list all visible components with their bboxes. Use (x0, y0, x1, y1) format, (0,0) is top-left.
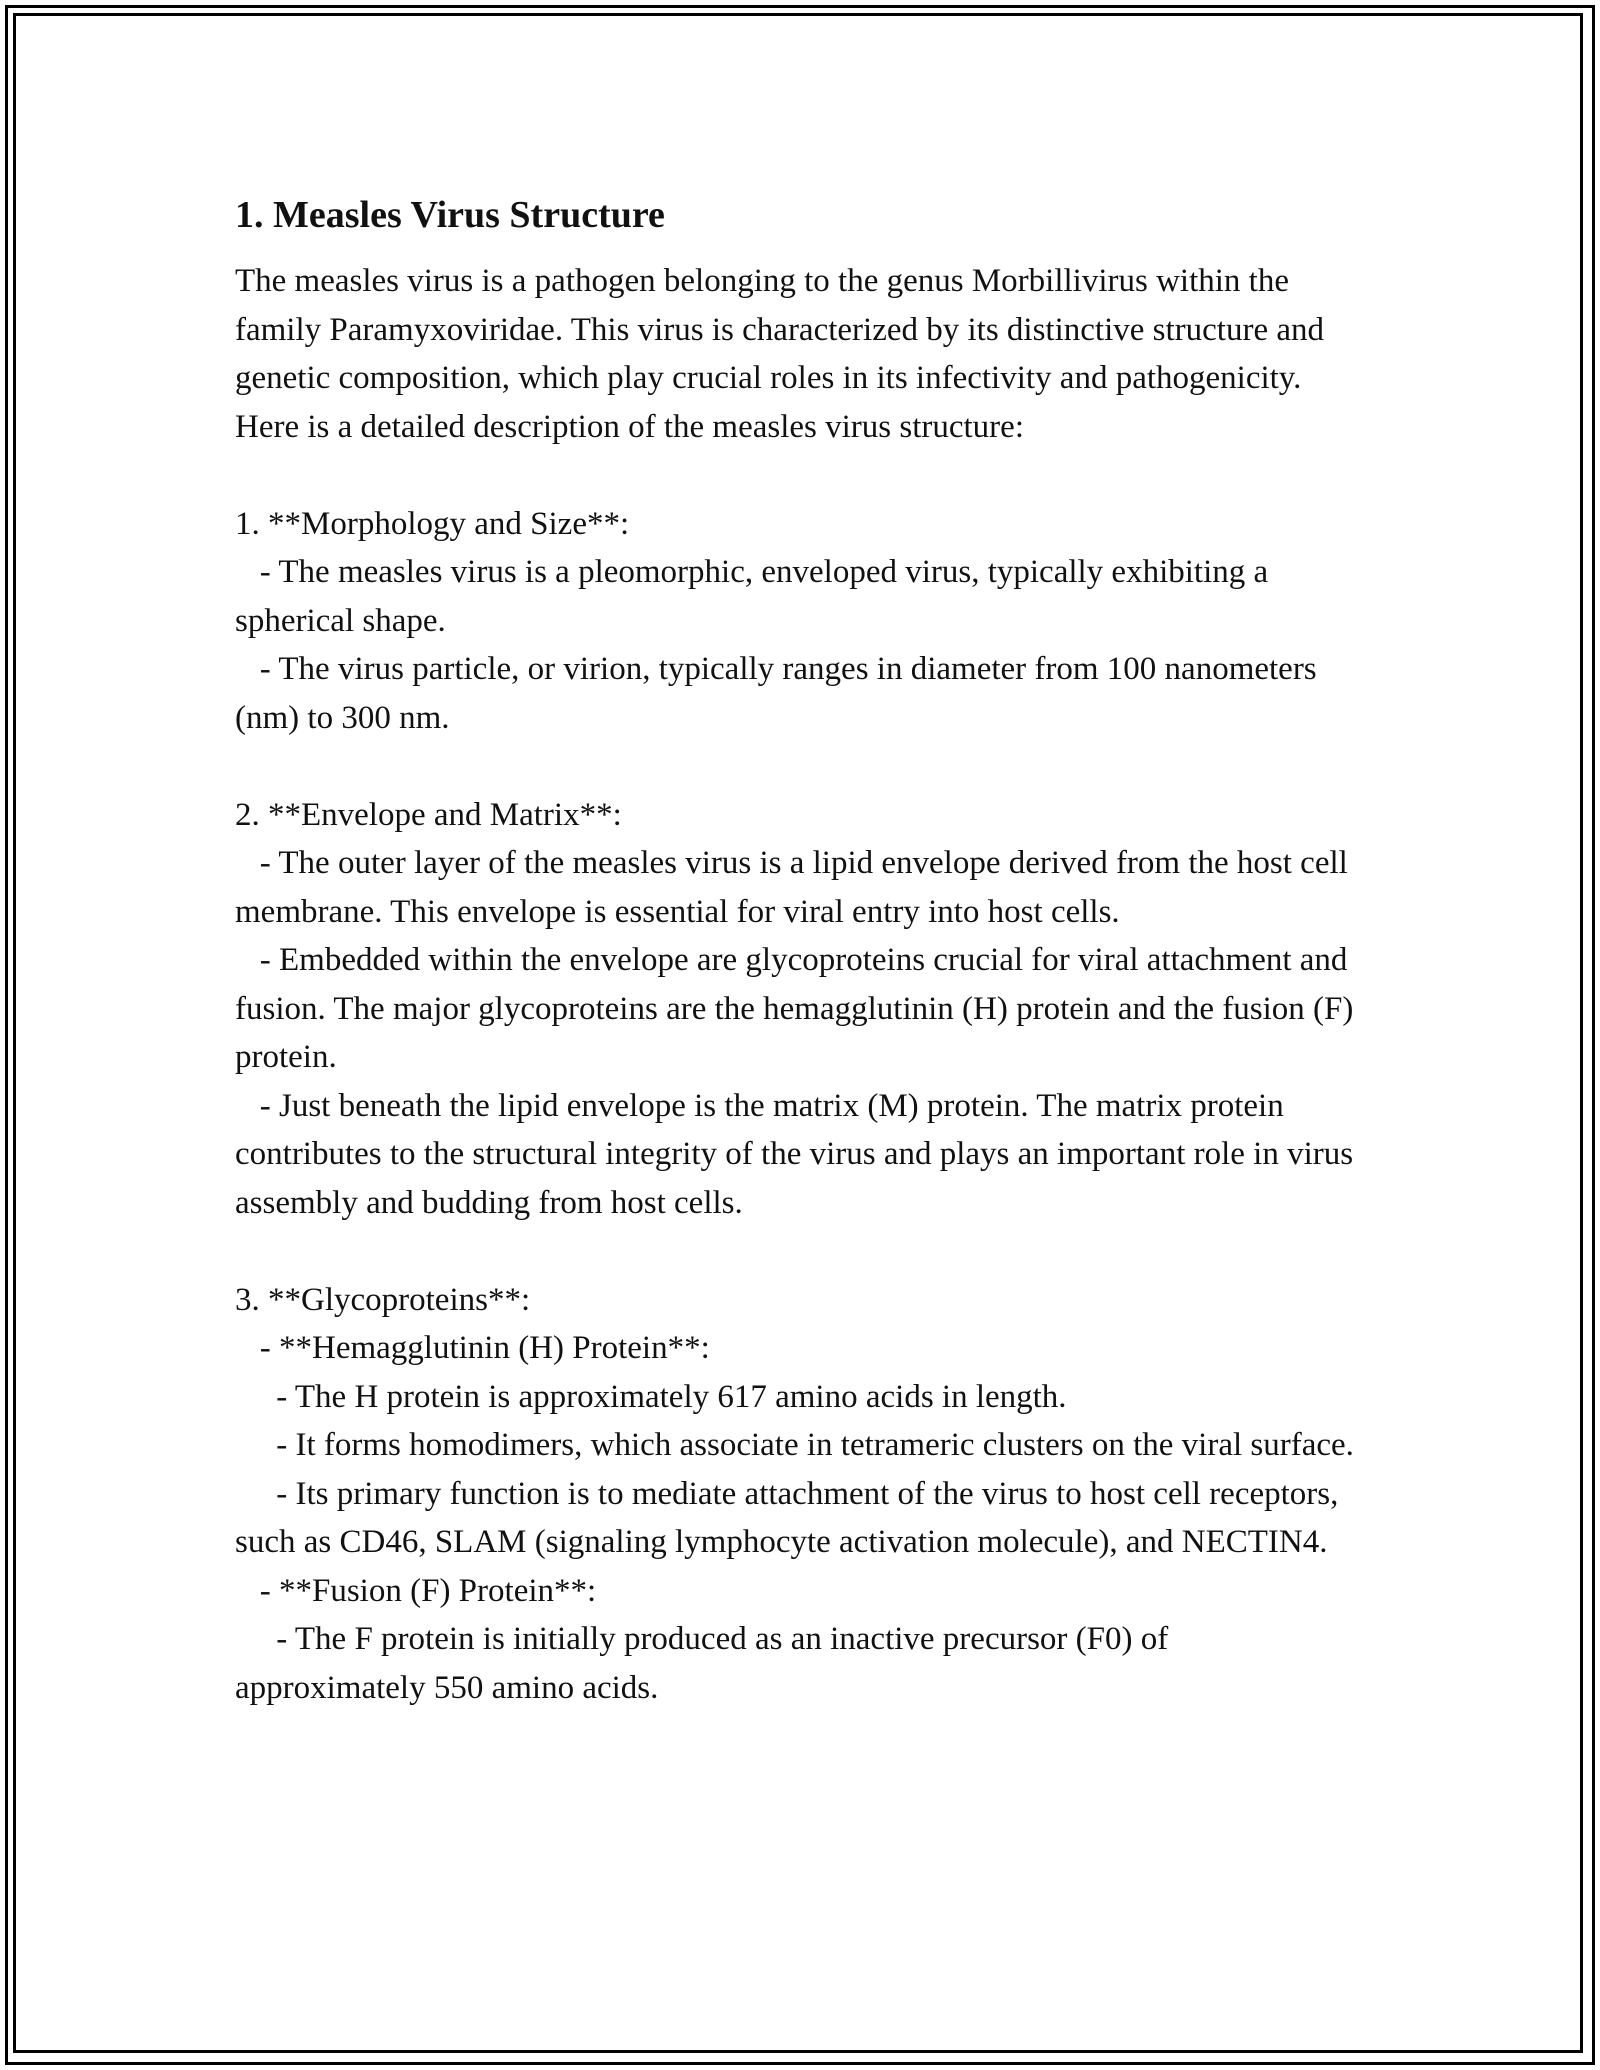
paragraph-spacer (235, 1227, 1365, 1276)
paragraph-spacer (235, 451, 1365, 500)
list-item: - The outer layer of the measles virus is a lipid envelope derived from the host cell membrane. This envelope is essential for viral entry into host cells. (235, 845, 1357, 930)
list-item: - The measles virus is a pleomorphic, enveloped virus, typically exhibiting a spherical shape. (235, 554, 1277, 639)
list-item: - It forms homodimers, which associate in tetrameric clusters on the viral surface. (235, 1427, 1354, 1463)
list-item: - The virus particle, or virion, typically ranges in diameter from 100 nanometers (nm) to 300 nm. (235, 651, 1325, 736)
section-morphology (235, 500, 1365, 743)
section-heading: 1. **Morphology and Size**: (235, 505, 630, 542)
paragraph-spacer (235, 742, 1365, 791)
list-item: - **Hemagglutinin (H) Protein**: (235, 1330, 710, 1366)
document-title: 1. Measles Virus Structure (235, 194, 665, 236)
list-item: - The F protein is initially produced as an inactive precursor (F0) of approximately 550 amino acids. (235, 1621, 1177, 1706)
list-item: - The H protein is approximately 617 amino acids in length. (235, 1378, 1067, 1415)
list-item: - Embedded within the envelope are glycoproteins crucial for viral attachment and fusion. The major glycoproteins are the hemagglutinin (H) protein and the fusion (F) protein. (235, 942, 1362, 1075)
section-glycoproteins (235, 1276, 1365, 1713)
section-envelope-matrix (235, 791, 1365, 1228)
list-item: - **Fusion (F) Protein**: (235, 1572, 597, 1609)
section-heading: 2. **Envelope and Matrix**: (235, 796, 622, 833)
document-body (235, 185, 1365, 1712)
list-item: - Just beneath the lipid envelope is the matrix (M) protein. The matrix protein contributes to the structural integrity of the virus and plays an important role in virus assembly and budding from host cells. (235, 1087, 1362, 1221)
list-item: - Its primary function is to mediate attachment of the virus to host cell receptors, such as CD46, SLAM (signaling lymphocyte activation molecule), and NECTIN4. (235, 1475, 1347, 1560)
section-heading: 3. **Glycoproteins**: (235, 1281, 531, 1318)
intro-paragraph: The measles virus is a pathogen belonging to the genus Morbillivirus within the family Paramyxoviridae. This virus is characterized by its distinctive structure and genetic composition, which play crucial roles in its infectivity and pathogenicity. Here is a detailed description of the measles virus structure: (235, 263, 1333, 445)
